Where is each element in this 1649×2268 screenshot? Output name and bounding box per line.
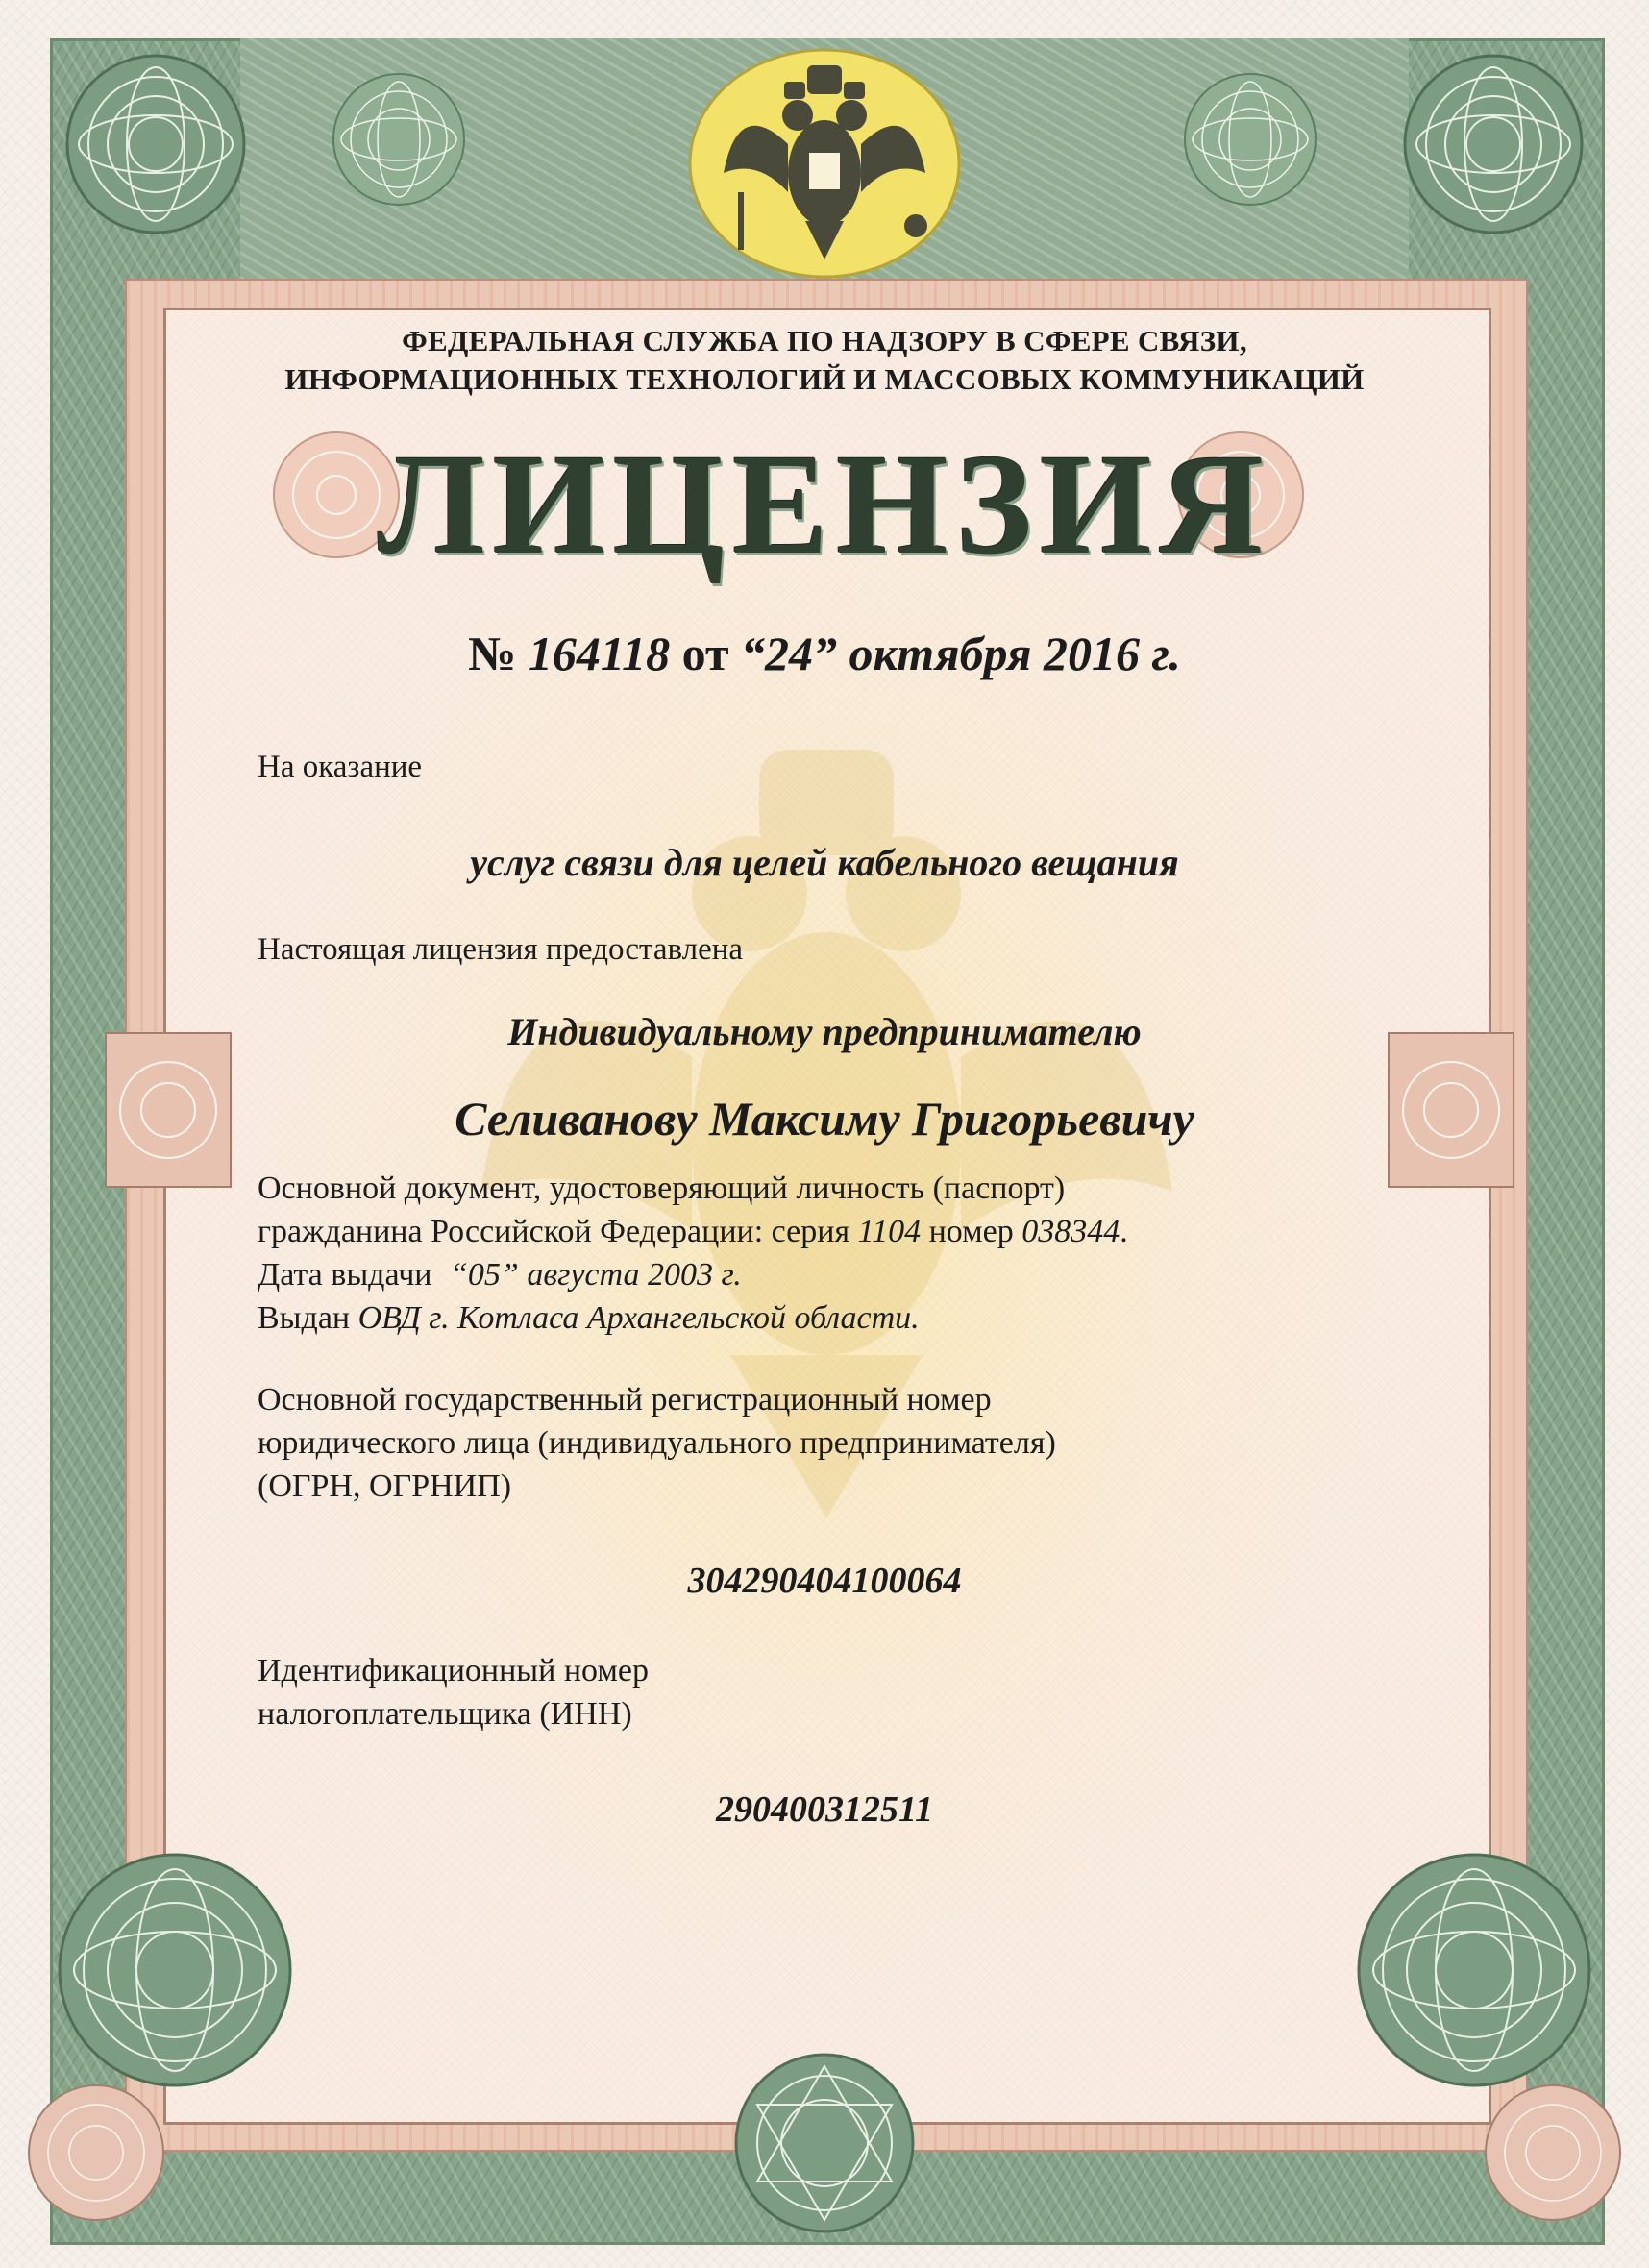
ogrn-line-3: (ОГРН, ОГРНИП) — [258, 1468, 512, 1504]
issued-by-line — [258, 1296, 1128, 1340]
agency-line-2: ИНФОРМАЦИОННЫХ ТЕХНОЛОГИЙ И МАССОВЫХ КОММУНИКАЦИЙ — [284, 362, 1365, 396]
rosette-bottom-left-icon — [50, 1845, 300, 2095]
identity-period: . — [1120, 1214, 1128, 1249]
rosette-top-right-icon — [1397, 48, 1589, 240]
passport-number: 038344 — [1021, 1214, 1120, 1249]
license-number: 164118 — [528, 627, 671, 680]
holder-name: Селиванову Максиму Григорьевичу — [455, 1092, 1194, 1146]
rosette-corner-pink-left-icon — [19, 2076, 173, 2230]
licensed-service: услуг связи для целей кабельного вещания — [470, 841, 1179, 884]
ogrn-line-2: юридического лица (индивидуального предпринимателя) — [258, 1425, 1056, 1461]
passport-series: 1104 — [857, 1214, 922, 1249]
passport-number-label: номер — [928, 1214, 1014, 1249]
inn-value: 290400312511 — [716, 1789, 933, 1830]
issuing-agency — [163, 322, 1486, 399]
identity-line-1: Основной документ, удостоверяющий личность (паспорт) — [258, 1171, 1066, 1206]
inn-line-1: Идентификационный номер — [258, 1653, 649, 1689]
service-label: На оказание — [258, 750, 423, 784]
document-title: ЛИЦЕНЗИЯ — [377, 425, 1271, 584]
license-date-rest: октября 2016 г. — [849, 627, 1181, 680]
rosette-top-inner-right-icon — [1178, 67, 1322, 211]
issue-date: “05” августа 2003 г. — [450, 1257, 742, 1293]
ogrn-value: 304290404100064 — [687, 1561, 962, 1601]
ogrn-line-1: Основной государственный регистрационный номер — [258, 1382, 992, 1418]
license-number-line — [163, 625, 1486, 682]
issue-date-line — [258, 1253, 1128, 1296]
agency-line-1: ФЕДЕРАЛЬНАЯ СЛУЖБА ПО НАДЗОРУ В СФЕРЕ СВЯЗИ, — [402, 324, 1247, 357]
granted-label: Настоящая лицензия предоставлена — [258, 932, 744, 967]
rosette-bottom-center-icon — [728, 2047, 921, 2239]
double-headed-eagle-emblem-icon — [680, 38, 969, 279]
rosette-top-left-icon — [60, 48, 252, 240]
rosette-corner-pink-right-icon — [1476, 2076, 1630, 2230]
issue-date-label: Дата выдачи — [258, 1257, 432, 1293]
identity-document-block — [258, 1167, 1128, 1340]
issued-by: ОВД г. Котласа Архангельской области. — [357, 1300, 920, 1336]
issued-by-label: Выдан — [258, 1300, 351, 1336]
inn-block — [258, 1649, 649, 1736]
ogrn-block — [258, 1378, 1056, 1508]
rosette-top-inner-left-icon — [327, 67, 471, 211]
identity-citizen-text: гражданина Российской Федерации: серия — [258, 1214, 850, 1249]
license-date-day: “24” — [741, 627, 838, 680]
rosette-bottom-right-icon — [1349, 1845, 1599, 2095]
inn-line-2: налогоплательщика (ИНН) — [258, 1696, 632, 1732]
number-from: от — [681, 627, 729, 680]
number-sign: № — [468, 627, 517, 680]
identity-line-2 — [258, 1210, 1128, 1253]
holder-type: Индивидуальному предпринимателю — [507, 1010, 1142, 1053]
